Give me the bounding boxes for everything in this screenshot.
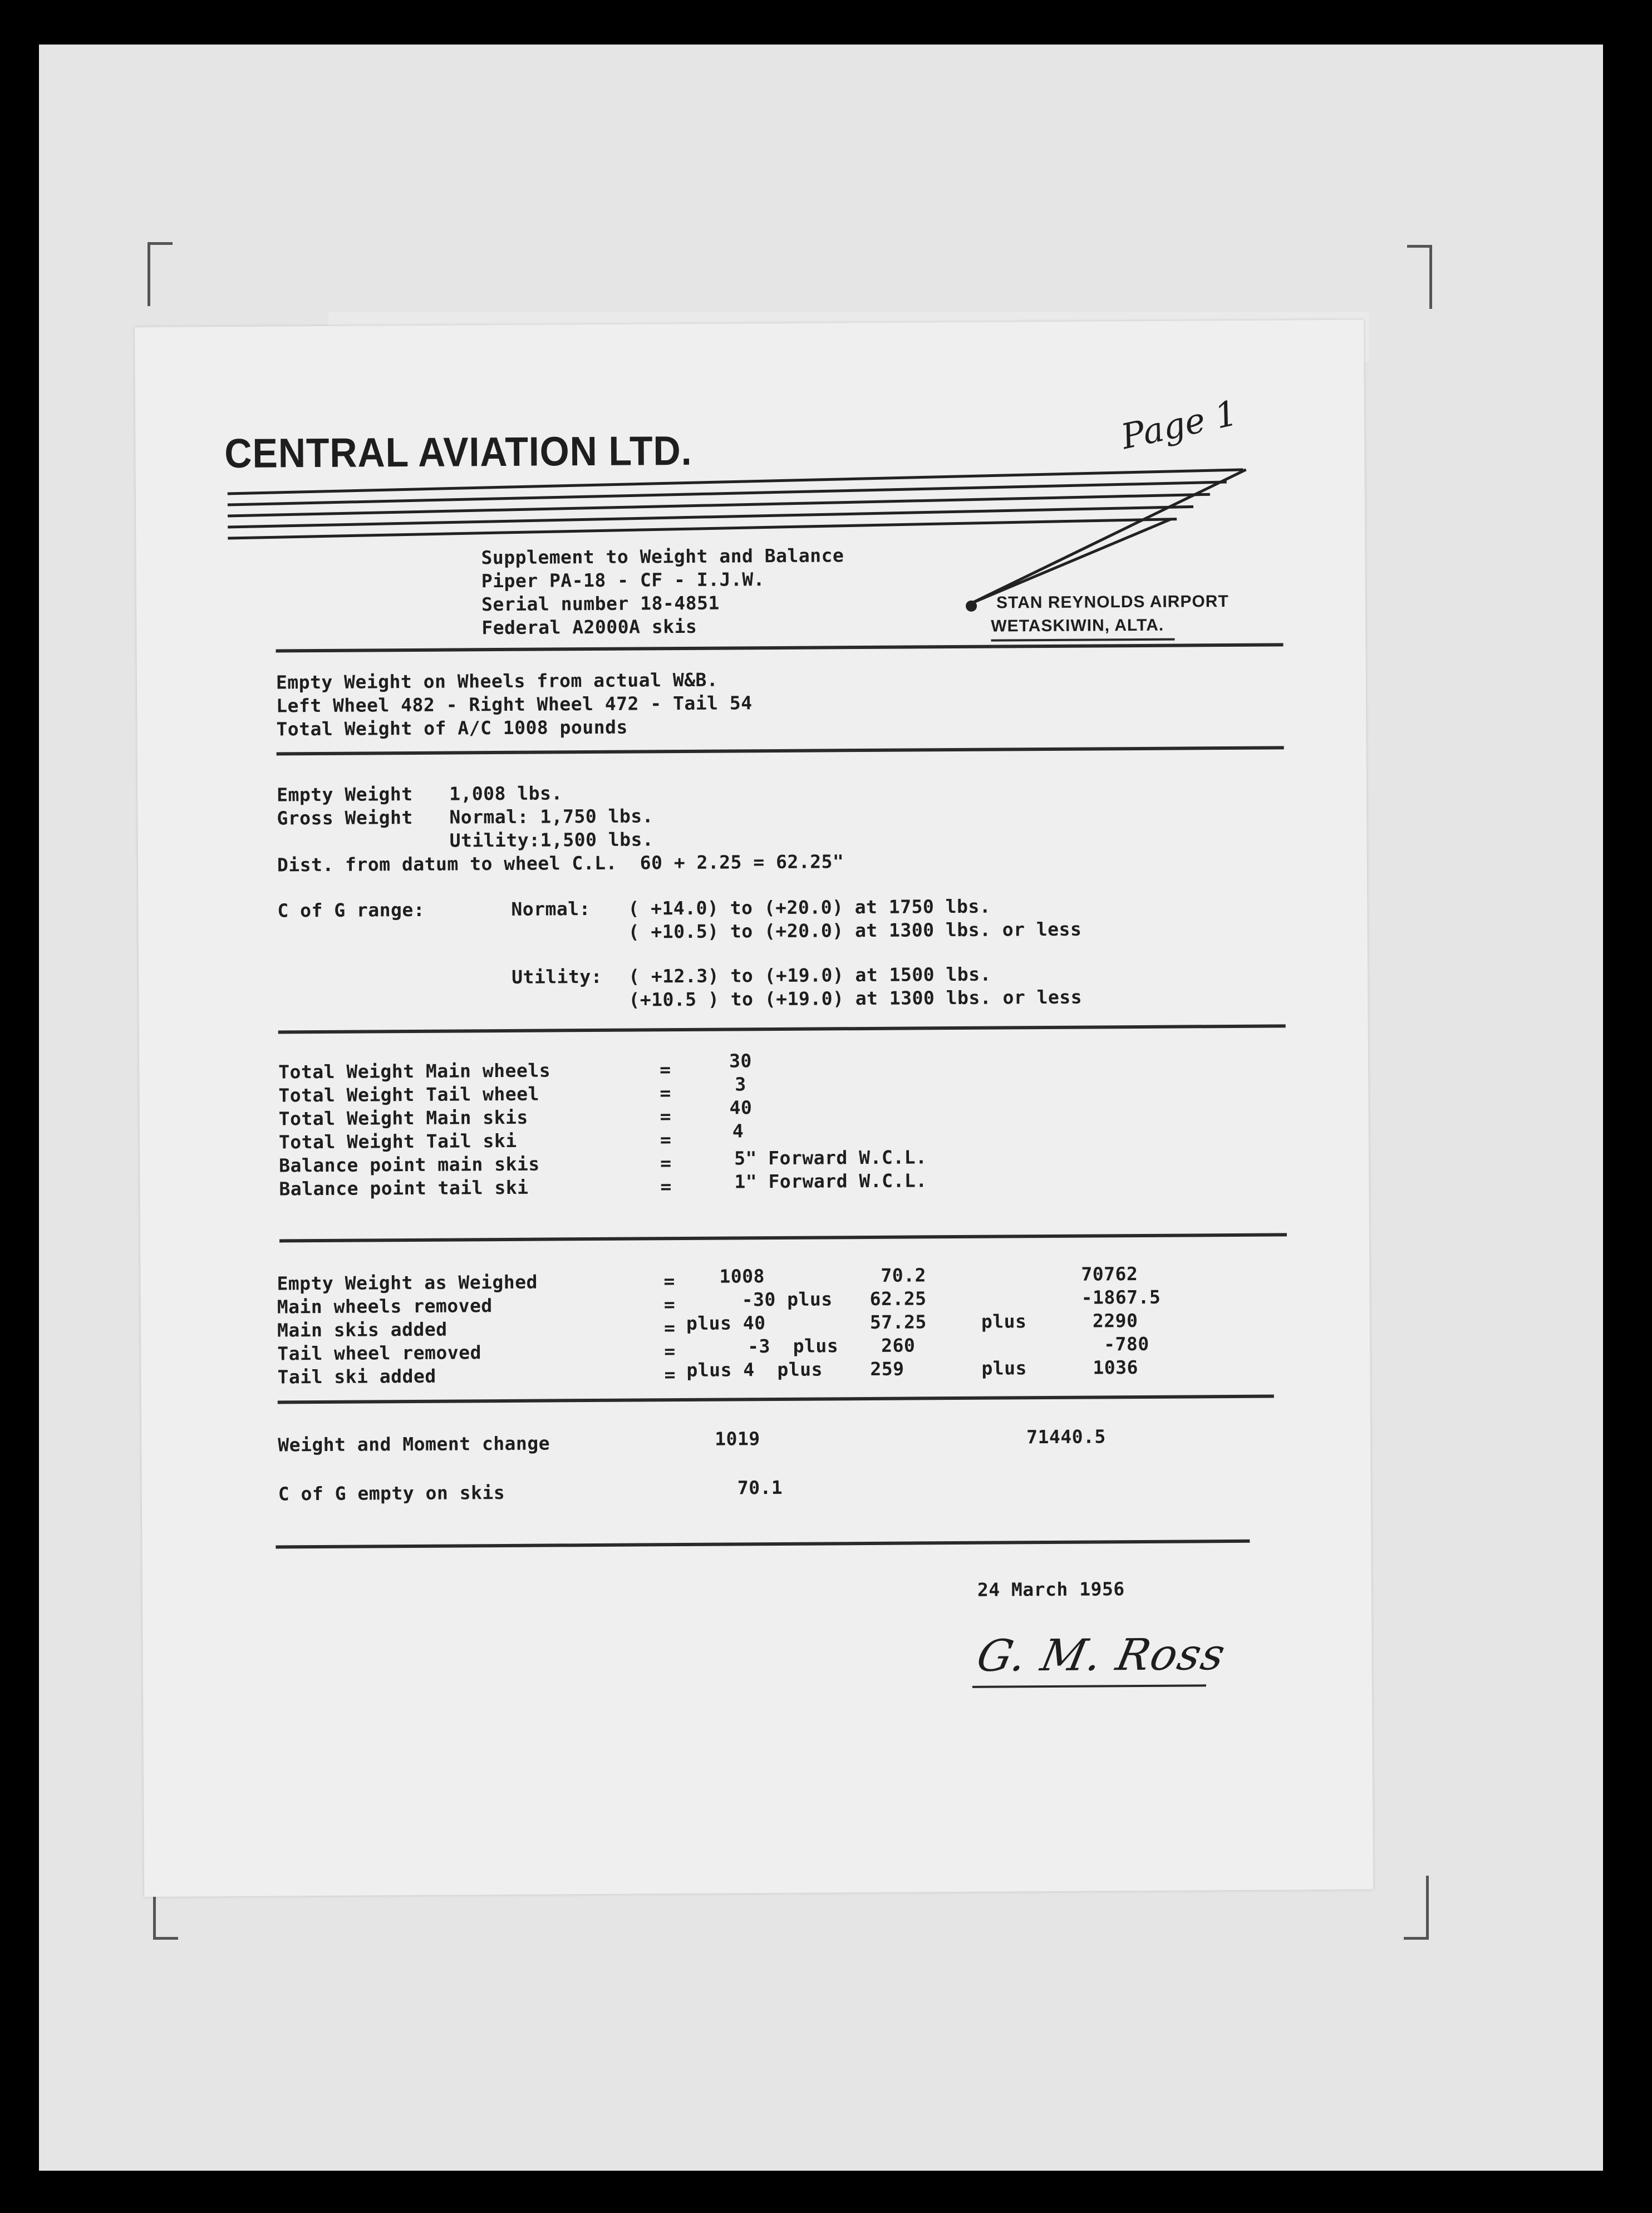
wheels-line-2: Left Wheel 482 - Right Wheel 472 - Tail 54 [276,692,753,717]
wheels-line-1: Empty Weight on Wheels from actual W&B. [276,668,719,694]
component-value: 5" Forward W.C.L. [734,1146,927,1169]
heading-line-4: Federal A2000A skis [481,615,697,639]
change-moment: 71440.5 [1026,1425,1106,1448]
rule-1 [276,643,1284,652]
heading-line-1: Supplement to Weight and Balance [481,544,844,569]
moment-row-moment: 2290 [1092,1310,1138,1332]
crop-mark-top-left [148,242,173,306]
component-eq: = [660,1059,671,1081]
change-weight: 1019 [715,1428,760,1450]
moment-row-label: Main skis added [277,1318,448,1341]
cg-normal-label: Normal: [511,898,591,920]
moment-row-label: Tail wheel removed [277,1341,482,1365]
moment-row-label: Main wheels removed [277,1295,493,1318]
address-underline [991,638,1174,642]
component-value: 1" Forward W.C.L. [734,1169,927,1193]
moment-row-arm: 57.25 [869,1311,927,1333]
gross-weight-label: Gross Weight [277,806,413,829]
page-number-handwritten: Page 1 [1117,392,1241,458]
cg-empty-label: C of G empty on skis [278,1481,505,1505]
component-eq: = [660,1105,672,1128]
moment-row-label: Empty Weight as Weighed [277,1271,538,1295]
moment-row-weight: -30 plus [741,1288,833,1311]
moment-row-weight: plus 4 plus [686,1358,823,1381]
moment-row-sign: plus [981,1310,1027,1332]
empty-weight-value: 1,008 lbs. [449,782,563,805]
address-line-1: STAN REYNOLDS AIRPORT [996,592,1229,612]
cg-utility-label: Utility: [512,965,603,988]
moment-row-arm: 260 [881,1334,916,1356]
component-eq: = [660,1129,672,1151]
cg-normal-line-1: ( +14.0) to (+20.0) at 1750 lbs. [628,895,991,919]
rule-3 [278,1024,1286,1034]
empty-weight-label: Empty Weight [277,783,413,806]
cg-utility-line-2: (+10.5 ) to (+19.0) at 1300 lbs. or less [628,986,1083,1011]
rule-6 [276,1540,1250,1549]
moment-row-eq: = [663,1294,676,1316]
rule-4 [279,1233,1287,1242]
gross-weight-utility: Utility:1,500 lbs. [449,828,654,852]
rule-2 [277,746,1284,755]
moment-row-sign: plus [981,1357,1027,1379]
moment-row-weight: plus 40 [686,1312,766,1334]
component-value: 4 [732,1120,744,1142]
heading-line-3: Serial number 18-4851 [481,592,720,616]
component-value: 3 [735,1073,746,1095]
company-name: CENTRAL AVIATION LTD. [224,427,692,477]
component-label: Balance point main skis [279,1153,540,1177]
moment-row-moment: 1036 [1093,1356,1139,1379]
crop-mark-top-right [1407,245,1432,309]
cg-range-label: C of G range: [277,898,425,922]
component-label: Total Weight Main wheels [278,1059,551,1083]
crop-mark-bottom-right [1404,1876,1429,1940]
component-label: Total Weight Tail wheel [278,1083,540,1106]
rule-5 [278,1395,1274,1404]
component-eq: = [660,1176,672,1198]
moment-row-arm: 62.25 [869,1287,927,1310]
moment-row-weight: 1008 [719,1265,765,1287]
document-sheet [135,320,1373,1897]
letterhead-stripes [135,320,1365,639]
cg-empty-value: 70.1 [737,1476,783,1499]
document-date: 24 March 1956 [977,1578,1125,1601]
component-eq: = [660,1152,672,1174]
datum-distance: Dist. from datum to wheel C.L. 60 + 2.25 = 62.25" [277,850,844,876]
moment-row-eq: = [663,1270,675,1292]
gross-weight-normal: Normal: 1,750 lbs. [449,805,654,828]
component-label: Balance point tail ski [279,1176,529,1200]
moment-row-moment: -780 [1104,1332,1149,1355]
component-label: Total Weight Main skis [278,1106,528,1130]
heading-line-2: Piper PA-18 - CF - I.J.W. [481,568,765,592]
cg-normal-line-2: ( +10.5) to (+20.0) at 1300 lbs. or less [628,918,1082,943]
cg-utility-line-1: ( +12.3) to (+19.0) at 1500 lbs. [628,963,992,987]
component-eq: = [660,1082,671,1104]
moment-row-moment: -1867.5 [1081,1286,1161,1309]
moment-row-eq: = [664,1340,676,1363]
moment-row-moment: 70762 [1081,1263,1138,1285]
component-label: Total Weight Tail ski [278,1129,517,1153]
moment-row-weight: -3 plus [748,1335,839,1358]
moment-row-label: Tail ski added [277,1365,436,1388]
signature-underline [972,1684,1206,1688]
signature: G. M. Ross [972,1630,1231,1681]
moment-row-eq: = [664,1364,676,1386]
moment-row-arm: 70.2 [881,1264,927,1286]
component-value: 40 [729,1096,753,1119]
moment-row-arm: 259 [870,1358,904,1380]
wheels-line-3: Total Weight of A/C 1008 pounds [276,716,628,740]
moment-row-eq: = [663,1317,676,1339]
change-label: Weight and Moment change [278,1432,550,1456]
address-line-2: WETASKIWIN, ALTA. [991,616,1164,636]
component-value: 30 [729,1050,752,1072]
